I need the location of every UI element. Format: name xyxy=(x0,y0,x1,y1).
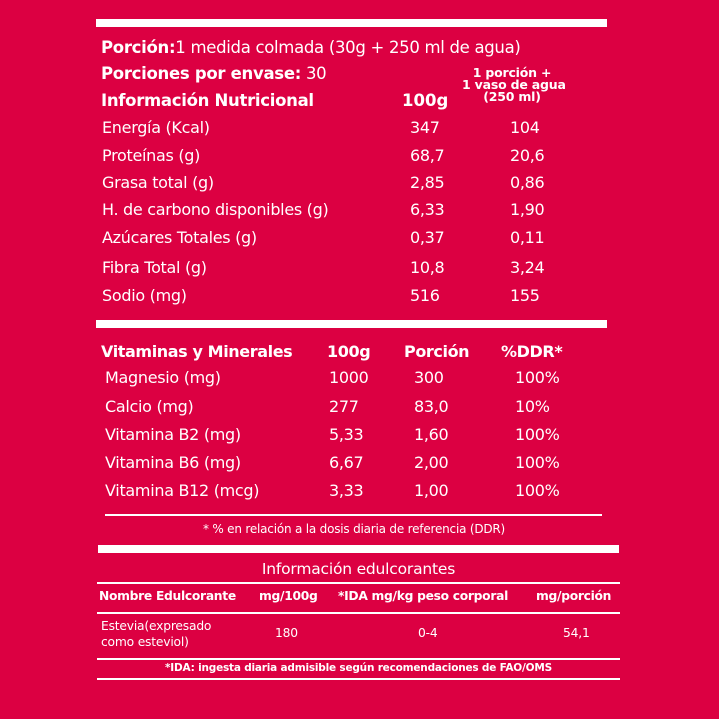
sweetener-name: Estevia(expresado como esteviol) xyxy=(101,619,212,649)
vitamin-row xyxy=(0,397,719,417)
nutrition-title: Información Nutricional xyxy=(101,91,314,110)
value-portion: 3,24 xyxy=(510,258,545,277)
nutrition-row xyxy=(0,173,719,193)
portions-label: Porciones por envase: xyxy=(101,64,302,83)
value-portion: 0,86 xyxy=(510,173,545,192)
ida-footnote: *IDA: ingesta diaria admisible según recomendaciones de FAO/OMS xyxy=(164,662,552,674)
value-portion: 300 xyxy=(414,368,444,387)
portions-value: 30 xyxy=(305,64,327,83)
vitamins-divider xyxy=(105,514,602,516)
value-100g: 5,33 xyxy=(329,425,364,444)
nutrition-row xyxy=(0,258,719,278)
sweetener-column-ida: *IDA mg/kg peso corporal xyxy=(338,589,509,603)
vitamin-row xyxy=(0,368,719,388)
vitamins-column-portion: Porción xyxy=(404,342,470,361)
value-100g: 277 xyxy=(329,397,359,416)
column-header-portion-line3: (250 ml) xyxy=(483,89,541,104)
serving-value: 1 medida colmada (30g + 250 ml de agua) xyxy=(175,38,521,57)
sweeteners-divider xyxy=(98,545,619,553)
value-ddr: 100% xyxy=(515,368,560,387)
value-100g: 516 xyxy=(410,286,440,305)
sweeteners-row-rule xyxy=(97,658,620,660)
nutrient-label: Fibra Total (g) xyxy=(102,258,207,277)
serving-size xyxy=(101,38,521,57)
nutrition-row xyxy=(0,146,719,166)
value-portion: 0,11 xyxy=(510,228,545,247)
value-portion: 83,0 xyxy=(414,397,449,416)
column-header-portion xyxy=(462,65,566,104)
section-divider xyxy=(96,320,607,328)
vitamin-label: Calcio (mg) xyxy=(105,397,194,416)
value-portion: 1,60 xyxy=(414,425,449,444)
value-portion: 1,90 xyxy=(510,200,545,219)
value-portion: 20,6 xyxy=(510,146,545,165)
sweetener-column-mg100g: mg/100g xyxy=(259,589,318,603)
sweeteners-bottom-rule xyxy=(97,678,620,680)
value-100g: 68,7 xyxy=(410,146,445,165)
value-portion: 104 xyxy=(510,118,540,137)
value-portion: 2,00 xyxy=(414,453,449,472)
sweetener-mg100g: 180 xyxy=(275,626,298,640)
nutrient-label: Sodio (mg) xyxy=(102,286,187,305)
vitamin-label: Vitamina B12 (mcg) xyxy=(105,481,260,500)
ddr-footnote: * % en relación a la dosis diaria de referencia (DDR) xyxy=(202,522,506,536)
vitamin-row xyxy=(0,425,719,445)
value-100g: 2,85 xyxy=(410,173,445,192)
vitamin-row xyxy=(0,453,719,473)
value-ddr: 100% xyxy=(515,453,560,472)
nutrient-label: Grasa total (g) xyxy=(102,173,214,192)
sweetener-column-name: Nombre Edulcorante xyxy=(99,589,236,603)
value-100g: 0,37 xyxy=(410,228,445,247)
vitamins-title: Vitaminas y Minerales xyxy=(101,342,293,361)
value-ddr: 10% xyxy=(515,397,550,416)
nutrient-label: H. de carbono disponibles (g) xyxy=(102,200,329,219)
nutrition-row xyxy=(0,200,719,220)
nutrient-label: Azúcares Totales (g) xyxy=(102,228,257,247)
sweetener-mg-portion: 54,1 xyxy=(563,626,590,640)
vitamin-row xyxy=(0,481,719,501)
vitamin-label: Vitamina B6 (mg) xyxy=(105,453,241,472)
nutrient-label: Energía (Kcal) xyxy=(102,118,210,137)
sweetener-column-mg-portion: mg/porción xyxy=(536,589,612,603)
value-100g: 3,33 xyxy=(329,481,364,500)
nutrition-row xyxy=(0,286,719,306)
sweeteners-title: Información edulcorantes xyxy=(261,560,456,578)
value-100g: 347 xyxy=(410,118,440,137)
value-ddr: 100% xyxy=(515,481,560,500)
vitamin-label: Vitamina B2 (mg) xyxy=(105,425,241,444)
column-header-100g: 100g xyxy=(402,91,449,110)
value-portion: 155 xyxy=(510,286,540,305)
sweeteners-header-top-rule xyxy=(97,582,620,584)
value-portion: 1,00 xyxy=(414,481,449,500)
column-header-portion-line1: 1 porción + xyxy=(472,65,552,80)
nutrition-row xyxy=(0,118,719,138)
value-100g: 6,67 xyxy=(329,453,364,472)
nutrient-label: Proteínas (g) xyxy=(102,146,201,165)
vitamin-label: Magnesio (mg) xyxy=(105,368,221,387)
nutrition-row xyxy=(0,228,719,248)
column-header-portion-line2: 1 vaso de agua xyxy=(462,77,566,92)
value-ddr: 100% xyxy=(515,425,560,444)
portions-per-container xyxy=(101,64,326,83)
value-100g: 6,33 xyxy=(410,200,445,219)
vitamins-column-ddr: %DDR* xyxy=(501,342,563,361)
sweeteners-header-bottom-rule xyxy=(97,612,620,614)
value-100g: 10,8 xyxy=(410,258,445,277)
sweetener-ida: 0-4 xyxy=(418,626,438,640)
value-100g: 1000 xyxy=(329,368,369,387)
serving-label: Porción: xyxy=(101,38,176,57)
top-divider xyxy=(96,19,607,27)
vitamins-column-100g: 100g xyxy=(327,342,371,361)
